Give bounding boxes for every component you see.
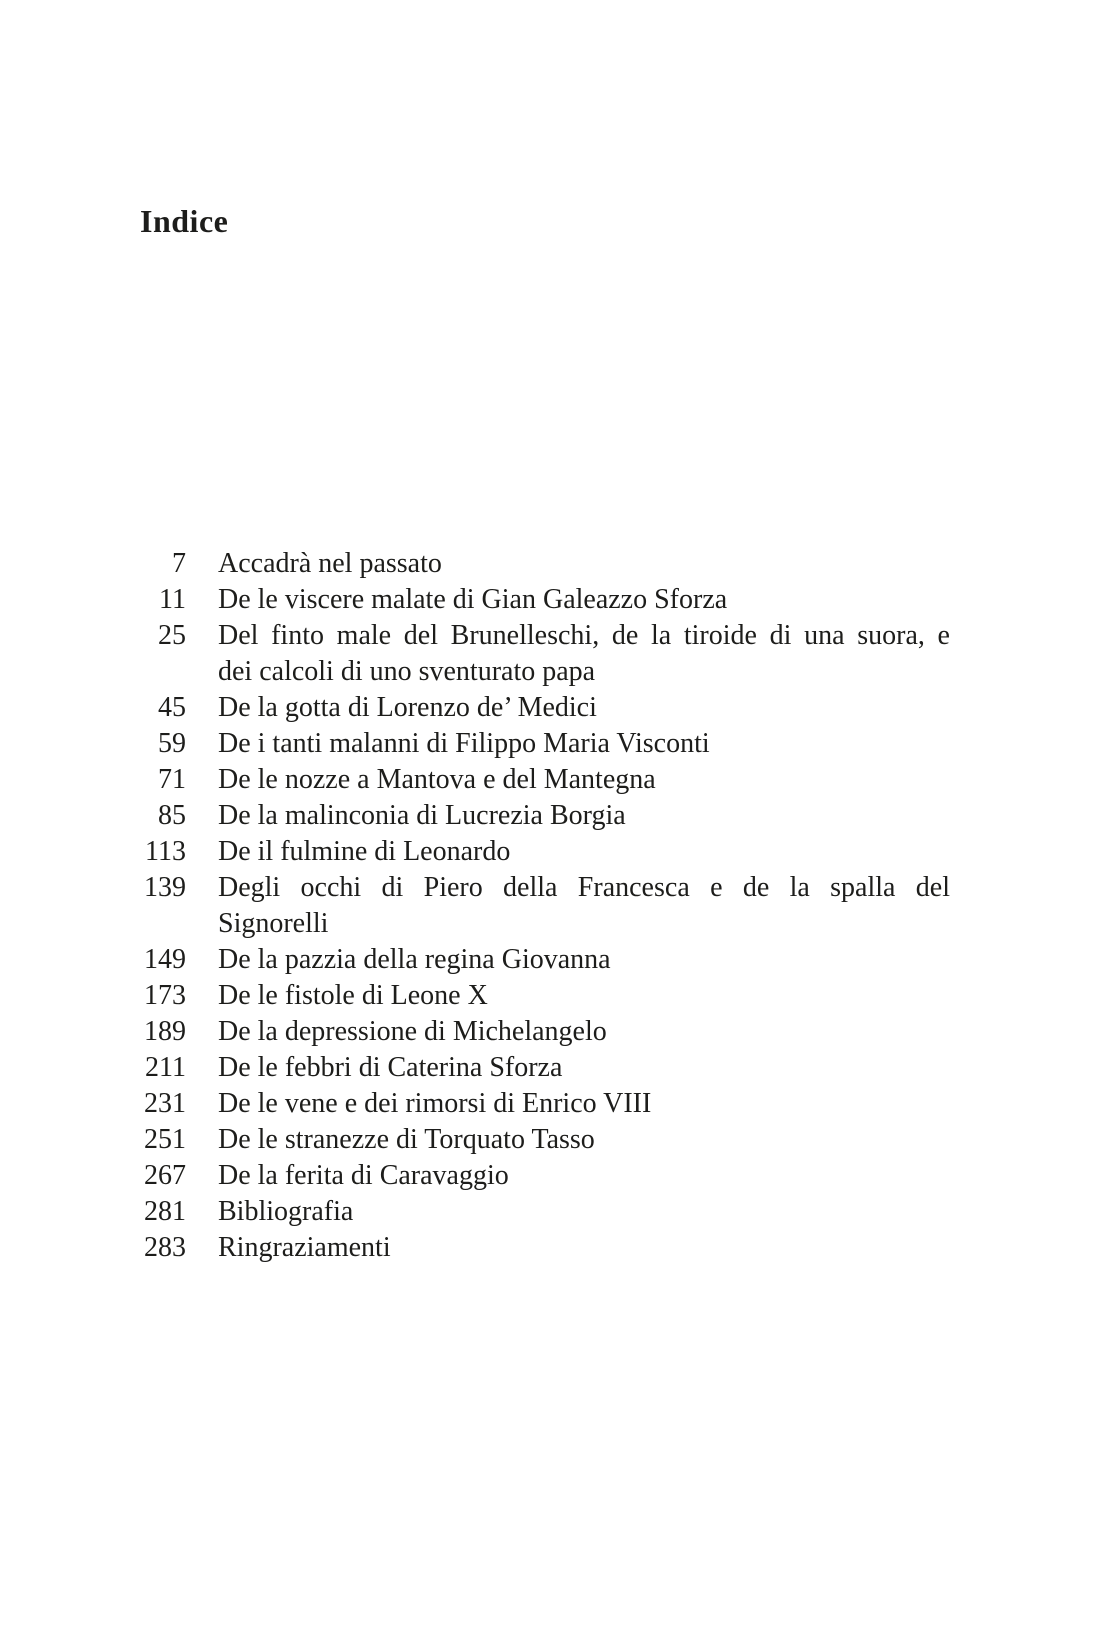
toc-entry-title bbox=[218, 1086, 950, 1122]
toc-entry bbox=[130, 1086, 950, 1122]
toc-entry-line: De la pazzia della regina Giovanna bbox=[218, 944, 611, 975]
toc-entry-line: De i tanti malanni di Filippo Maria Visconti bbox=[218, 728, 710, 759]
toc-entry-line: De le nozze a Mantova e del Mantegna bbox=[218, 764, 656, 795]
toc-entry-line: Degli occhi di Piero della Francesca e de la spalla del bbox=[218, 872, 950, 903]
toc-entry bbox=[130, 546, 950, 582]
toc-entry-page-number: 71 bbox=[158, 764, 186, 795]
toc-entry-title bbox=[218, 762, 950, 798]
toc-entry-line: Ringraziamenti bbox=[218, 1232, 391, 1263]
toc-entry-line: Del finto male del Brunelleschi, de la tiroide di una suora, e bbox=[218, 620, 950, 651]
toc-entry-title bbox=[218, 1122, 950, 1158]
toc-entry-title bbox=[218, 618, 950, 690]
toc-entry-page-number: 251 bbox=[144, 1124, 186, 1155]
toc-entry bbox=[130, 582, 950, 618]
toc-entry-title bbox=[218, 726, 950, 762]
toc-entry-line: De la depressione di Michelangelo bbox=[218, 1016, 607, 1047]
toc-entry-title bbox=[218, 942, 950, 978]
toc-entry-line: Accadrà nel passato bbox=[218, 548, 442, 579]
toc-entry-title bbox=[218, 834, 950, 870]
toc-entry bbox=[130, 1014, 950, 1050]
toc-entry bbox=[130, 1050, 950, 1086]
toc-entry-page-number: 149 bbox=[144, 944, 186, 975]
toc-entry bbox=[130, 1194, 950, 1230]
toc-entry-page-number: 211 bbox=[145, 1052, 186, 1083]
toc-entry bbox=[130, 1158, 950, 1194]
toc-entry bbox=[130, 834, 950, 870]
toc-entry-page-number: 11 bbox=[159, 584, 186, 615]
toc-entry bbox=[130, 798, 950, 834]
toc-entry-page-number: 281 bbox=[144, 1196, 186, 1227]
table-of-contents bbox=[130, 546, 950, 1266]
toc-entry-title bbox=[218, 1230, 950, 1266]
toc-entry-page-number: 59 bbox=[158, 728, 186, 759]
toc-entry-page-number: 231 bbox=[144, 1088, 186, 1119]
toc-entry-title bbox=[218, 798, 950, 834]
toc-entry-title bbox=[218, 582, 950, 618]
toc-entry-line: De la ferita di Caravaggio bbox=[218, 1160, 509, 1191]
toc-entry-page-number: 25 bbox=[158, 620, 186, 651]
toc-entry bbox=[130, 690, 950, 726]
toc-entry-line: dei calcoli di uno sventurato papa bbox=[218, 656, 596, 687]
toc-entry bbox=[130, 1230, 950, 1266]
toc-entry-page-number: 139 bbox=[144, 872, 186, 903]
toc-entry-page-number: 85 bbox=[158, 800, 186, 831]
toc-entry bbox=[130, 870, 950, 942]
toc-entry-line: De la gotta di Lorenzo de’ Medici bbox=[218, 692, 597, 723]
toc-entry-page-number: 283 bbox=[144, 1232, 186, 1263]
toc-entry bbox=[130, 942, 950, 978]
toc-entry-title bbox=[218, 1050, 950, 1086]
toc-entry-line: Signorelli bbox=[218, 908, 329, 939]
toc-entry bbox=[130, 726, 950, 762]
toc-entry-page-number: 45 bbox=[158, 692, 186, 723]
toc-entry bbox=[130, 1122, 950, 1158]
toc-entry-line: De il fulmine di Leonardo bbox=[218, 836, 511, 867]
toc-entry-page-number: 7 bbox=[172, 548, 186, 579]
toc-entry-title bbox=[218, 978, 950, 1014]
page-title: Indice bbox=[140, 203, 229, 240]
toc-entry-line: Bibliografia bbox=[218, 1196, 354, 1227]
toc-entry-page-number: 113 bbox=[145, 836, 186, 867]
toc-entry-line: De le stranezze di Torquato Tasso bbox=[218, 1124, 595, 1155]
toc-entry-page-number: 267 bbox=[144, 1160, 186, 1191]
toc-entry-page-number: 173 bbox=[144, 980, 186, 1011]
toc-entry-title bbox=[218, 1158, 950, 1194]
toc-entry bbox=[130, 978, 950, 1014]
toc-entry-title bbox=[218, 1014, 950, 1050]
toc-entry-title bbox=[218, 546, 950, 582]
toc-entry-line: De le viscere malate di Gian Galeazzo Sforza bbox=[218, 584, 728, 615]
toc-entry bbox=[130, 618, 950, 690]
toc-entry-page-number: 189 bbox=[144, 1016, 186, 1047]
toc-entry-title bbox=[218, 690, 950, 726]
toc-entry-line: De le fistole di Leone X bbox=[218, 980, 488, 1011]
toc-entry-line: De le vene e dei rimorsi di Enrico VIII bbox=[218, 1088, 652, 1119]
toc-entry bbox=[130, 762, 950, 798]
toc-entry-title bbox=[218, 1194, 950, 1230]
toc-entry-line: De la malinconia di Lucrezia Borgia bbox=[218, 800, 626, 831]
toc-entry-title bbox=[218, 870, 950, 942]
toc-entry-line: De le febbri di Caterina Sforza bbox=[218, 1052, 563, 1083]
